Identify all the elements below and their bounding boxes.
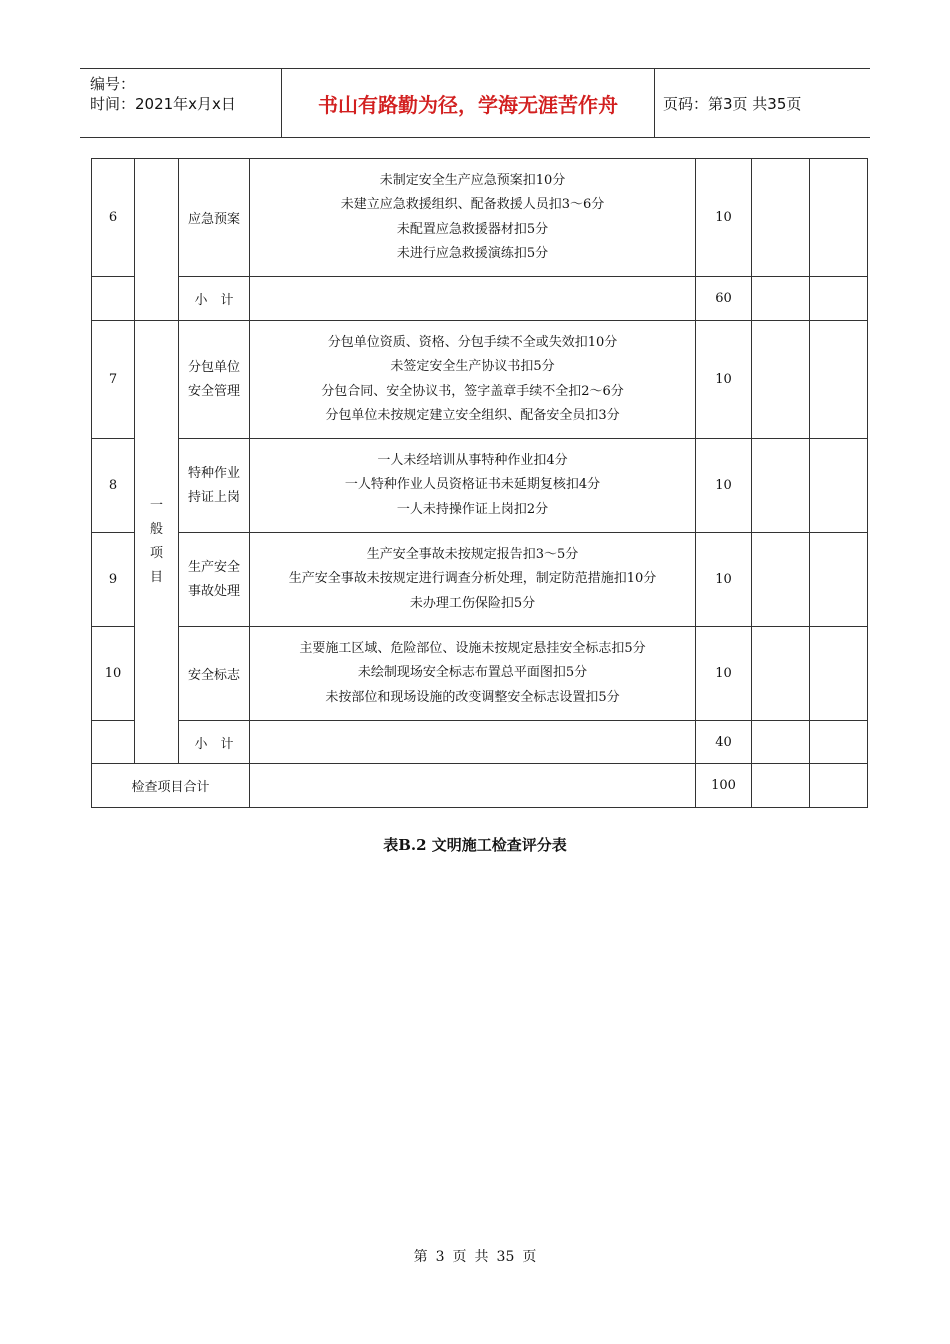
deduct-cell xyxy=(752,627,810,721)
category-cell-prev xyxy=(135,159,179,321)
actual-cell xyxy=(810,721,868,764)
score-cell: 10 xyxy=(696,533,752,627)
score-cell: 10 xyxy=(696,439,752,533)
table-row xyxy=(92,439,868,533)
actual-cell xyxy=(810,533,868,627)
table-row xyxy=(92,533,868,627)
actual-cell xyxy=(810,439,868,533)
deduct-cell xyxy=(752,439,810,533)
row-number: 10 xyxy=(92,627,135,721)
page-footer: 第 3 页 共 35 页 xyxy=(413,1249,537,1265)
row-number: 7 xyxy=(92,321,135,439)
score-table xyxy=(91,158,868,808)
subtotal-label: 小 计 xyxy=(179,721,250,764)
check-item: 特种作业 持证上岗 xyxy=(179,439,250,533)
deduct-cell xyxy=(752,764,810,808)
table-row-total xyxy=(92,764,868,808)
deduct-cell xyxy=(752,533,810,627)
actual-cell xyxy=(810,627,868,721)
check-item: 应急预案 xyxy=(179,159,250,277)
score-cell: 10 xyxy=(696,159,752,277)
code-label: 编号： xyxy=(90,75,136,93)
deduction-list: 分包单位资质、资格、分包手续不全或失效扣10分 未签定安全生产协议书扣5分 分包合同、安全协议书，签字盖章手续不全扣2～6分 分包单位未按规定建立安全组织、配备安全员扣3分 xyxy=(250,321,696,439)
total-label: 检查项目合计 xyxy=(92,764,250,808)
table-row xyxy=(92,627,868,721)
row-number xyxy=(92,277,135,321)
deduction-list: 生产安全事故未按规定报告扣3～5分 生产安全事故未按规定进行调查分析处理，制定防范措施扣10分 未办理工伤保险扣5分 xyxy=(250,533,696,627)
actual-cell xyxy=(810,159,868,277)
deduction-list: 主要施工区域、危险部位、设施未按规定悬挂安全标志扣5分 未绘制现场安全标志布置总平面图扣5分 未按部位和现场设施的改变调整安全标志设置扣5分 xyxy=(250,627,696,721)
row-number xyxy=(92,721,135,764)
table-row xyxy=(92,159,868,277)
table-row xyxy=(92,321,868,439)
deduct-cell xyxy=(752,721,810,764)
deduction-list xyxy=(250,277,696,321)
deduction-list xyxy=(250,721,696,764)
score-cell: 10 xyxy=(696,321,752,439)
header-motto: 书山有路勤为径，学海无涯苦作舟 xyxy=(282,69,655,137)
deduct-cell xyxy=(752,321,810,439)
check-item: 分包单位 安全管理 xyxy=(179,321,250,439)
subtotal-label: 小 计 xyxy=(179,277,250,321)
table-row xyxy=(92,721,868,764)
header-meta xyxy=(80,69,282,137)
score-cell: 40 xyxy=(696,721,752,764)
deduction-list xyxy=(250,764,696,808)
header-page-info: 页码：第3页 共35页 xyxy=(663,94,802,113)
table-caption: 表B.2 文明施工检查评分表 xyxy=(383,836,567,854)
category-general: 一 般 项 目 xyxy=(135,321,179,764)
row-number: 6 xyxy=(92,159,135,277)
time-label: 时间：2021年x月x日 xyxy=(90,95,236,113)
row-number: 9 xyxy=(92,533,135,627)
deduction-list: 一人未经培训从事特种作业扣4分 一人特种作业人员资格证书未延期复核扣4分 一人未持操作证上岗扣2分 xyxy=(250,439,696,533)
table-row xyxy=(92,277,868,321)
score-cell: 10 xyxy=(696,627,752,721)
check-item: 生产安全 事故处理 xyxy=(179,533,250,627)
actual-cell xyxy=(810,764,868,808)
total-score: 100 xyxy=(696,764,752,808)
actual-cell xyxy=(810,321,868,439)
deduction-list: 未制定安全生产应急预案扣10分 未建立应急救援组织、配备救援人员扣3～6分 未配置应急救援器材扣5分 未进行应急救援演练扣5分 xyxy=(250,159,696,277)
actual-cell xyxy=(810,277,868,321)
deduct-cell xyxy=(752,159,810,277)
row-number: 8 xyxy=(92,439,135,533)
score-cell: 60 xyxy=(696,277,752,321)
check-item: 安全标志 xyxy=(179,627,250,721)
deduct-cell xyxy=(752,277,810,321)
page-header xyxy=(80,68,870,138)
